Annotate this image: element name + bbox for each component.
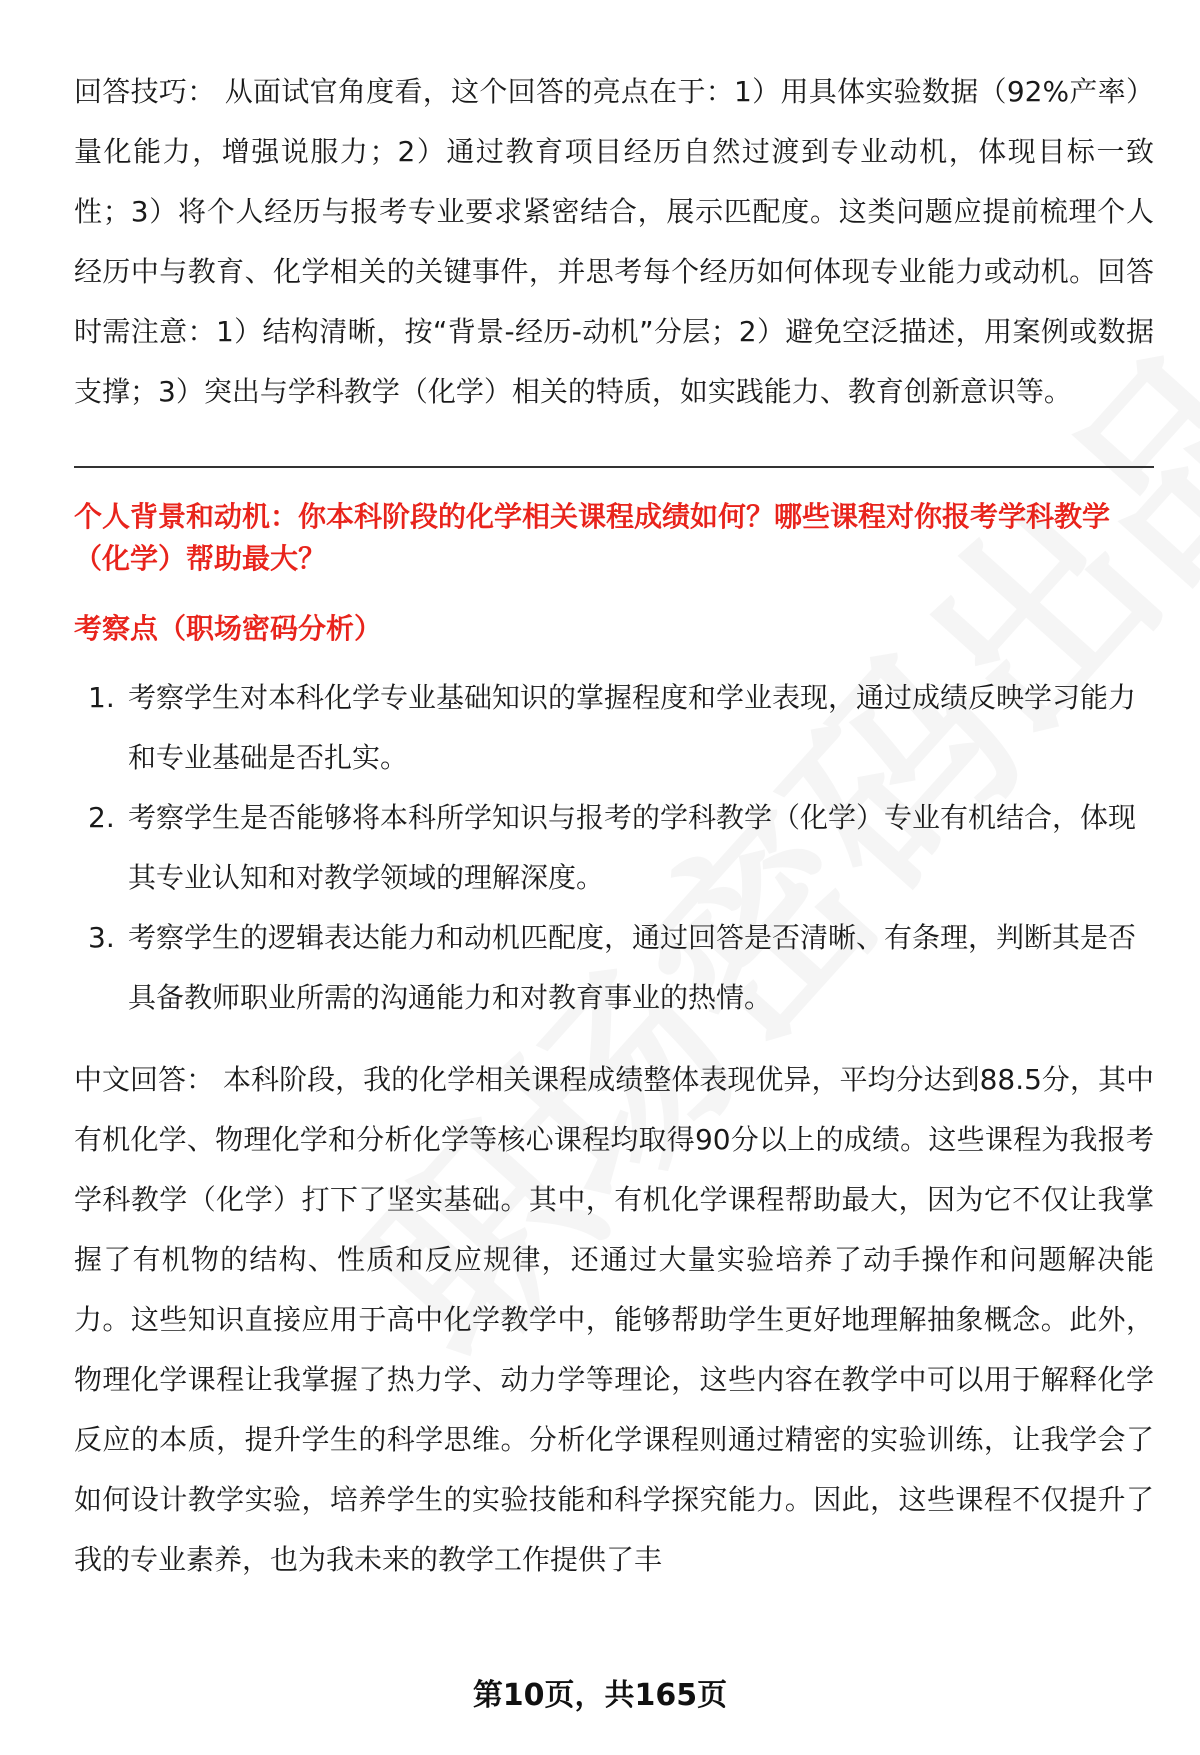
section-divider [74, 466, 1154, 468]
list-item-text: 考察学生是否能够将本科所学知识与报考的学科教学（化学）专业有机结合，体现其专业认知和对教学领域的理解深度。 [128, 801, 1137, 894]
list-item-number: 1. [88, 681, 115, 714]
list-item-text: 考察学生对本科化学专业基础知识的掌握程度和学业表现，通过成绩反映学习能力和专业基础是否扎实。 [128, 681, 1137, 774]
question-heading: 个人背景和动机：你本科阶段的化学相关课程成绩如何？哪些课程对你报考学科教学（化学）帮助最大？ [74, 500, 1111, 575]
list-item-text: 考察学生的逻辑表达能力和动机匹配度，通过回答是否清晰、有条理，判断其是否具备教师职业所需的沟通能力和对教育事业的热情。 [128, 921, 1137, 1014]
list-item [74, 668, 1154, 788]
tips-paragraph: 回答技巧： 从面试官角度看，这个回答的亮点在于：1）用具体实验数据（92%产率）量化能力，增强说服力；2）通过教育项目经历自然过渡到专业动机，体现目标一致性；3）将个人经历与报考专业要求紧密结合，展示匹配度。这类问题应提前梳理个人经历中与教育、化学相关的关键事件，并思考每个经历如何体现专业能力或动机。回答时需注意：1）结构清晰，按“背景-经历-动机”分层；2）避免空泛描述，用案例或数据支撑；3）突出与学科教学（化学）相关的特质，如实践能力、教育创新意识等。 [74, 75, 1154, 408]
list-item [74, 788, 1154, 908]
page-number: 第10页，共165页 [472, 1678, 728, 1713]
list-item [74, 908, 1154, 1028]
answer-paragraph: 中文回答： 本科阶段，我的化学相关课程成绩整体表现优异，平均分达到88.5分，其中有机化学、物理化学和分析化学等核心课程均取得90分以上的成绩。这些课程为我报考学科教学（化学）打下了坚实基础。其中，有机化学课程帮助最大，因为它不仅让我掌握了有机物的结构、性质和反应规律，还通过大量实验培养了动手操作和问题解决能力。这些知识直接应用于高中化学教学中，能够帮助学生更好地理解抽象概念。此外，物理化学课程让我掌握了热力学、动力学等理论，这些内容在教学中可以用于解释化学反应的本质，提升学生的科学思维。分析化学课程则通过精密的实验训练，让我学会了如何设计教学实验，培养学生的实验技能和科学探究能力。因此，这些课程不仅提升了我的专业素养，也为我未来的教学工作提供了丰 [74, 1063, 1154, 1576]
assessment-list [74, 668, 1154, 1028]
list-item-number: 2. [88, 801, 115, 834]
document-page [74, 62, 1154, 1590]
assessment-heading: 考察点（职场密码分析） [74, 612, 383, 645]
list-item-number: 3. [88, 921, 115, 954]
